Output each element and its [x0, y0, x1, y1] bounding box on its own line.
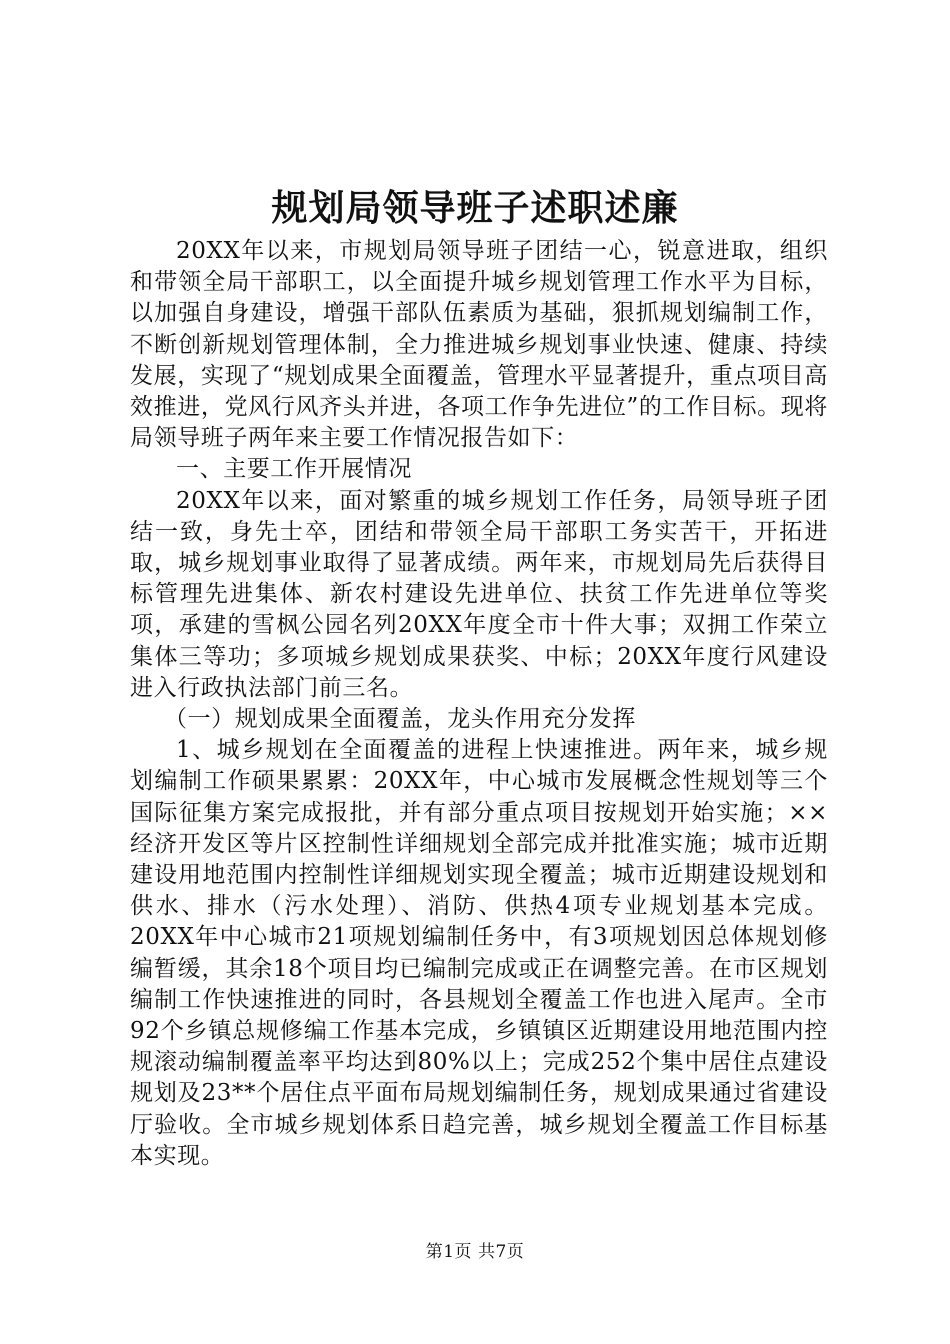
- document-body: [130, 236, 828, 1172]
- planning-paragraph: 1、城乡规划在全面覆盖的进程上快速推进。两年来，城乡规划编制工作硕果累累：20XX年，中心城市发展概念性规划等三个国际征集方案完成报批，并有部分重点项目按规划开始实施；××经济开发区等片区控制性详细规划全部完成并批准实施；城市近期建设用地范围内控制性详细规划实现全覆盖；城市近期建设规划和供水、排水（污水处理）、消防、供热4项专业规划基本完成。20XX年中心城市21项规划编制任务中，有3项规划因总体规划修编暂缓，其余18个项目均已编制完成或正在调整完善。在市区规划编制工作快速推进的同时，各县规划全覆盖工作也进入尾声。全市92个乡镇总规修编工作基本完成，乡镇镇区近期建设用地范围内控规滚动编制覆盖率平均达到80%以上；完成252个集中居住点建设规划及23**个居住点平面布局规划编制任务，规划成果通过省建设厅验收。全市城乡规划体系日趋完善，城乡规划全覆盖工作目标基本实现。: [130, 737, 828, 1169]
- subsection-heading-planning: （一）规划成果全面覆盖，龙头作用充分发挥: [164, 706, 636, 733]
- intro-paragraph: 20XX年以来，市规划局领导班子团结一心，锐意进取，组织和带领全局干部职工，以全面提升城乡规划管理工作水平为目标，以加强自身建设，增强干部队伍素质为基础，狠抓规划编制工作，不断创新规划管理体制，全力推进城乡规划事业快速、健康、持续发展，实现了“规划成果全面覆盖，管理水平显著提升，重点项目高效推进，党风行风齐头并进，各项工作争先进位”的工作目标。现将局领导班子两年来主要工作情况报告如下：: [130, 238, 828, 452]
- page-number-footer: 第1页 共7页: [425, 1242, 525, 1262]
- main-work-paragraph: 20XX年以来，面对繁重的城乡规划工作任务，局领导班子团结一致，身先士卒，团结和带领全局干部职工务实苦干，开拓进取，城乡规划事业取得了显著成绩。两年来，市规划局先后获得目标管理先进集体、新农村建设先进单位、扶贫工作先进单位等奖项，承建的雪枫公园名列20XX年度全市十件大事；双拥工作荣立集体三等功；多项城乡规划成果获奖、中标；20XX年度行风建设进入行政执法部门前三名。: [130, 487, 828, 701]
- document-title: 规划局领导班子述职述廉: [271, 187, 679, 229]
- section-heading-main-work: 一、主要工作开展情况: [176, 456, 412, 483]
